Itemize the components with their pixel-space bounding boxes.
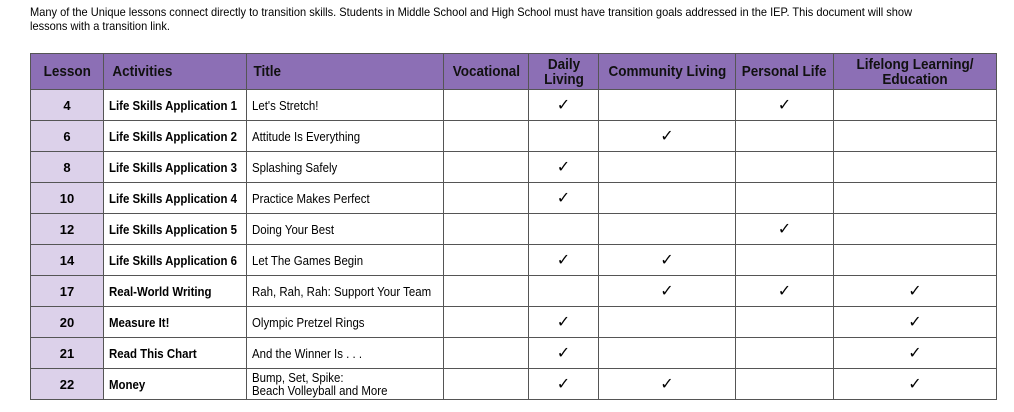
daily-living-cell bbox=[529, 276, 599, 307]
activity-text: Life Skills Application 1 bbox=[109, 97, 237, 113]
check-mark-icon: ✓ bbox=[556, 376, 571, 393]
title-text: Let's Stretch! bbox=[252, 97, 319, 113]
table-row bbox=[31, 183, 997, 214]
check-mark-icon: ✓ bbox=[556, 252, 571, 269]
personal-life-cell bbox=[736, 307, 834, 338]
check-mark-icon: ✓ bbox=[660, 252, 674, 269]
table-row bbox=[31, 276, 997, 307]
header-title: Title bbox=[247, 54, 444, 90]
vocational-cell bbox=[444, 152, 529, 183]
personal-life-cell bbox=[736, 338, 834, 369]
vocational-cell bbox=[444, 338, 529, 369]
daily-living-cell bbox=[529, 214, 599, 245]
community-living-cell bbox=[599, 338, 736, 369]
table-row bbox=[31, 245, 997, 276]
activity-text: Measure It! bbox=[109, 314, 170, 330]
activity-cell bbox=[104, 152, 247, 183]
lesson-number-cell: 12 bbox=[31, 214, 104, 245]
daily-living-cell bbox=[529, 121, 599, 152]
activity-cell bbox=[104, 338, 247, 369]
activity-cell bbox=[104, 307, 247, 338]
daily-living-cell bbox=[529, 183, 599, 214]
table-row bbox=[31, 369, 997, 400]
check-mark-icon: ✓ bbox=[908, 314, 922, 331]
lesson-number-cell: 22 bbox=[31, 369, 104, 400]
header-lesson: Lesson bbox=[31, 54, 104, 90]
personal-life-cell bbox=[736, 121, 834, 152]
activity-cell bbox=[104, 121, 247, 152]
check-mark-icon: ✓ bbox=[556, 345, 571, 362]
check-mark-icon: ✓ bbox=[777, 221, 792, 238]
title-cell bbox=[247, 307, 444, 338]
check-mark-icon: ✓ bbox=[777, 97, 792, 114]
title-text: Splashing Safely bbox=[252, 159, 338, 175]
daily-living-cell bbox=[529, 152, 599, 183]
title-text: Bump, Set, Spike: bbox=[252, 370, 344, 385]
community-living-cell bbox=[599, 276, 736, 307]
personal-life-cell bbox=[736, 245, 834, 276]
personal-life-cell bbox=[736, 276, 834, 307]
lesson-number-cell: 4 bbox=[31, 90, 104, 121]
title-text: Beach Volleyball and More bbox=[252, 383, 388, 398]
title-cell bbox=[247, 214, 444, 245]
vocational-cell bbox=[444, 214, 529, 245]
lesson-number-cell: 14 bbox=[31, 245, 104, 276]
lesson-number-cell: 20 bbox=[31, 307, 104, 338]
community-living-cell bbox=[599, 214, 736, 245]
lifelong-learning-cell bbox=[834, 245, 997, 276]
vocational-cell bbox=[444, 369, 529, 400]
header-daily-living: Daily Living bbox=[529, 54, 599, 90]
activity-cell bbox=[104, 245, 247, 276]
check-mark-icon: ✓ bbox=[556, 314, 571, 331]
daily-living-cell bbox=[529, 307, 599, 338]
personal-life-cell bbox=[736, 183, 834, 214]
personal-life-cell bbox=[736, 369, 834, 400]
activity-text: Life Skills Application 4 bbox=[109, 190, 237, 206]
lifelong-learning-cell bbox=[834, 338, 997, 369]
header-community-living: Community Living bbox=[599, 54, 736, 90]
title-cell bbox=[247, 90, 444, 121]
header-vocational: Vocational bbox=[444, 54, 529, 90]
check-mark-icon: ✓ bbox=[660, 376, 674, 393]
table-row bbox=[31, 214, 997, 245]
title-cell bbox=[247, 276, 444, 307]
community-living-cell bbox=[599, 121, 736, 152]
vocational-cell bbox=[444, 121, 529, 152]
title-text: Practice Makes Perfect bbox=[252, 190, 370, 206]
table-row bbox=[31, 307, 997, 338]
daily-living-cell bbox=[529, 90, 599, 121]
activity-text: Life Skills Application 5 bbox=[109, 221, 237, 237]
check-mark-icon: ✓ bbox=[556, 190, 571, 207]
personal-life-cell bbox=[736, 214, 834, 245]
table-row bbox=[31, 121, 997, 152]
community-living-cell bbox=[599, 152, 736, 183]
header-lifelong-learning: Lifelong Learning/ Education bbox=[834, 54, 997, 90]
intro-paragraph: Many of the Unique lessons connect directly to transition skills. Students in Middle School and High School must have transition goals addressed in the IEP. This document will show lessons with a transition link. bbox=[30, 5, 913, 33]
vocational-cell bbox=[444, 245, 529, 276]
header-personal-life: Personal Life bbox=[736, 54, 834, 90]
transition-lessons-table bbox=[30, 53, 997, 400]
activity-cell bbox=[104, 183, 247, 214]
lifelong-learning-cell bbox=[834, 121, 997, 152]
community-living-cell bbox=[599, 307, 736, 338]
lifelong-learning-cell bbox=[834, 152, 997, 183]
daily-living-cell bbox=[529, 338, 599, 369]
personal-life-cell bbox=[736, 152, 834, 183]
title-text: Olympic Pretzel Rings bbox=[252, 314, 365, 330]
check-mark-icon: ✓ bbox=[777, 283, 792, 300]
check-mark-icon: ✓ bbox=[660, 283, 674, 300]
lesson-number-cell: 6 bbox=[31, 121, 104, 152]
header-activities: Activities bbox=[104, 54, 247, 90]
title-cell bbox=[247, 121, 444, 152]
community-living-cell bbox=[599, 183, 736, 214]
table-row bbox=[31, 90, 997, 121]
table-row bbox=[31, 338, 997, 369]
community-living-cell bbox=[599, 245, 736, 276]
activity-text: Money bbox=[109, 376, 146, 392]
table-header-row bbox=[31, 54, 997, 90]
title-cell bbox=[247, 369, 444, 400]
lifelong-learning-cell bbox=[834, 369, 997, 400]
vocational-cell bbox=[444, 307, 529, 338]
lifelong-learning-cell bbox=[834, 183, 997, 214]
activity-cell bbox=[104, 369, 247, 400]
activity-text: Life Skills Application 6 bbox=[109, 252, 237, 268]
community-living-cell bbox=[599, 90, 736, 121]
activity-text: Read This Chart bbox=[109, 345, 197, 361]
title-cell bbox=[247, 245, 444, 276]
daily-living-cell bbox=[529, 369, 599, 400]
activity-text: Life Skills Application 2 bbox=[109, 128, 237, 144]
daily-living-cell bbox=[529, 245, 599, 276]
vocational-cell bbox=[444, 276, 529, 307]
lesson-number-cell: 10 bbox=[31, 183, 104, 214]
lesson-number-cell: 17 bbox=[31, 276, 104, 307]
activity-cell bbox=[104, 276, 247, 307]
lifelong-learning-cell bbox=[834, 214, 997, 245]
title-cell bbox=[247, 152, 444, 183]
lifelong-learning-cell bbox=[834, 276, 997, 307]
lesson-number-cell: 8 bbox=[31, 152, 104, 183]
check-mark-icon: ✓ bbox=[908, 376, 922, 393]
vocational-cell bbox=[444, 90, 529, 121]
check-mark-icon: ✓ bbox=[556, 159, 571, 176]
title-text: Let The Games Begin bbox=[252, 252, 364, 268]
title-text: Rah, Rah, Rah: Support Your Team bbox=[252, 283, 432, 299]
community-living-cell bbox=[599, 369, 736, 400]
vocational-cell bbox=[444, 183, 529, 214]
check-mark-icon: ✓ bbox=[556, 97, 571, 114]
table-row bbox=[31, 152, 997, 183]
lesson-number-cell: 21 bbox=[31, 338, 104, 369]
title-text: Doing Your Best bbox=[252, 221, 335, 237]
personal-life-cell bbox=[736, 90, 834, 121]
check-mark-icon: ✓ bbox=[660, 128, 674, 145]
activity-text: Real-World Writing bbox=[109, 283, 212, 299]
activity-text: Life Skills Application 3 bbox=[109, 159, 237, 175]
title-text: Attitude Is Everything bbox=[252, 128, 361, 144]
title-cell bbox=[247, 338, 444, 369]
title-text: And the Winner Is . . . bbox=[252, 345, 362, 361]
activity-cell bbox=[104, 90, 247, 121]
lifelong-learning-cell bbox=[834, 307, 997, 338]
check-mark-icon: ✓ bbox=[908, 283, 922, 300]
lifelong-learning-cell bbox=[834, 90, 997, 121]
check-mark-icon: ✓ bbox=[908, 345, 922, 362]
activity-cell bbox=[104, 214, 247, 245]
title-cell bbox=[247, 183, 444, 214]
